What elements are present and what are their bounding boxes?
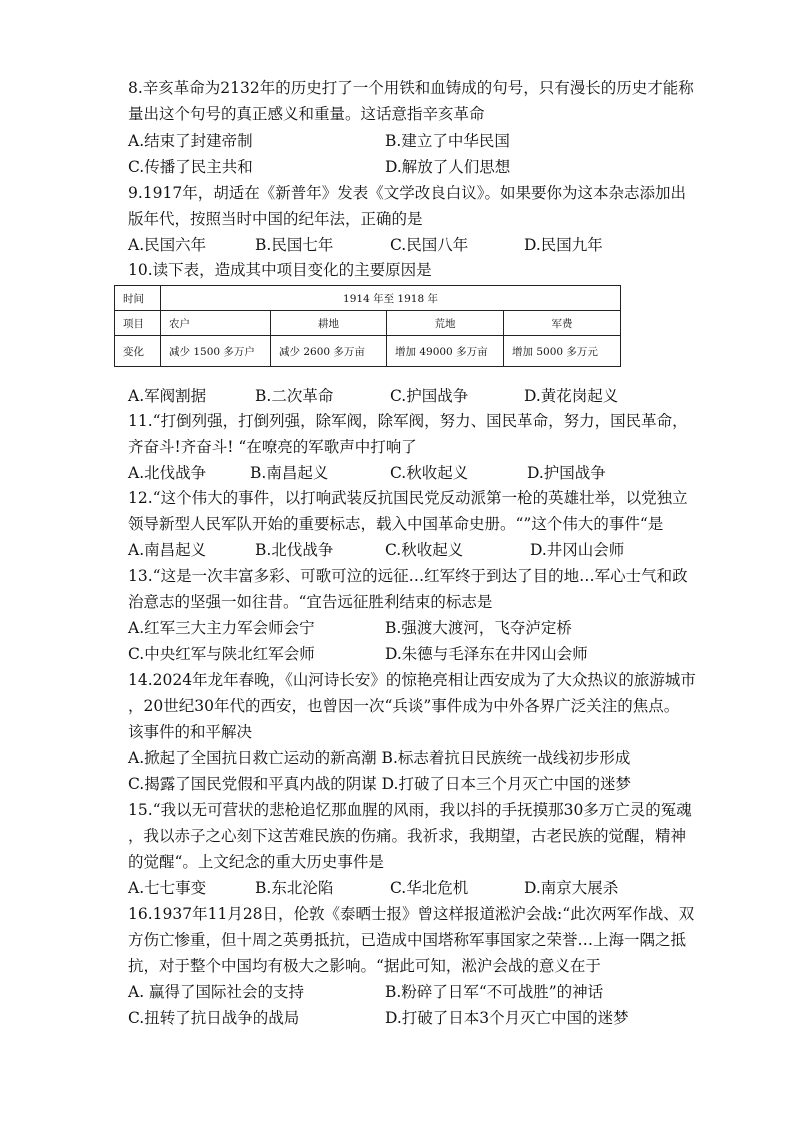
q11-stem-line-1: 11.“打倒列强，打倒列强，除军阀，除军阀，努力、国民革命，努力，国民革命， <box>128 412 688 430</box>
q12-stem-line-2: 领导新型人民军队开始的重要标志，载入中国革命史册。“”这个伟大的事件“是 <box>128 515 664 533</box>
q16-option-d: D.打破了日本3个月灭亡中国的迷梦 <box>385 1009 629 1027</box>
q11-option-c: C.秋收起义 <box>390 464 469 482</box>
q8-stem-line-1: 8.辛亥革命为2132年的历史打了一个用铁和血铸成的句号，只有漫长的历史才能称 <box>128 79 694 97</box>
table-item-farmland: 耕地 <box>271 311 387 336</box>
q13-option-b: B.强渡大渡河，飞夺泸定桥 <box>385 619 572 637</box>
table-change-wasteland: 增加 49000 多万亩 <box>387 336 504 367</box>
q13-option-a: A.红军三大主力军会师会宁 <box>128 619 315 637</box>
table-item-wasteland: 荒地 <box>387 311 504 336</box>
q15-option-c: C.华北危机 <box>390 879 469 897</box>
q14-stem-line-1: 14.2024年龙年春晚，《山河诗长安》的惊艳亮相让西安成为了大众热议的旅游城市 <box>128 671 696 689</box>
q10-option-a: A.军阀割据 <box>128 387 207 405</box>
q10-option-d: D.黄花岗起义 <box>524 387 619 405</box>
table-label-time: 时间 <box>115 286 161 311</box>
q14-stem-line-2: ，20世纪30年代的西安，也曾因一次“兵谈”事件成为中外各界广泛关注的焦点。 <box>128 697 680 715</box>
q9-stem-line-2: 版年代，按照当时中国的纪年法，正确的是 <box>128 210 423 228</box>
q13-option-c: C.中央红军与陕北红军会师 <box>128 645 315 663</box>
q8-option-c: C.传播了民主共和 <box>128 158 253 176</box>
q15-stem-line-3: 的觉醒“。上文纪念的重大历史事件是 <box>128 853 384 871</box>
q12-option-a: A.南昌起义 <box>128 541 207 559</box>
q15-option-a: A.七七事变 <box>128 879 207 897</box>
q10-option-c: C.护国战争 <box>390 387 469 405</box>
q9-option-d: D.民国九年 <box>524 236 603 254</box>
q15-option-d: D.南京大展杀 <box>524 879 619 897</box>
table-item-military-expense: 军费 <box>504 311 621 336</box>
q16-option-b: B.粉碎了日军“不可战胜”的神话 <box>385 983 604 1001</box>
q8-option-b: B.建立了中华民国 <box>385 132 510 150</box>
table-change-households: 减少 1500 多万户 <box>161 336 271 367</box>
q13-option-d: D.朱德与毛泽东在井冈山会师 <box>385 645 588 663</box>
table-label-item: 项目 <box>115 311 161 336</box>
q11-option-d: D.护国战争 <box>527 464 606 482</box>
q9-stem-line-1: 9.1917年，胡适在《新普年》发表《文学改良白议》。如果要你为这本杂志添加出 <box>128 184 686 202</box>
q16-stem-line-3: 抗，对于整个中国均有极大之影响。“据此可知，淞沪会战的意义在于 <box>128 957 601 975</box>
table-change-military-expense: 增加 5000 多万元 <box>504 336 621 367</box>
q12-stem-line-1: 12.“这个伟大的事件，以打响武装反抗国民党反动派第一枪的英雄壮举，以党独立 <box>128 489 688 507</box>
q14-option-row-1: A.掀起了全国抗日救亡运动的新高潮 B.标志着抗日民族统一战线初步形成 <box>128 749 631 767</box>
q15-stem-line-1: 15.“我以无可营状的悲枪追忆那血腥的风雨，我以抖的手抚摸那30多万亡灵的冤魂 <box>128 801 692 819</box>
q9-option-a: A.民国六年 <box>128 236 207 254</box>
q12-option-b: B.北伐战争 <box>255 541 334 559</box>
q16-stem-line-1: 16.1937年11月28日，伦敦《泰晒士报》曾这样报道淞沪会战:“此次两军作战、双 <box>128 905 695 923</box>
q8-option-d: D.解放了人们思想 <box>385 158 511 176</box>
q11-stem-line-2: 齐奋斗!齐奋斗! “在嘹亮的军歌声中打响了 <box>128 438 417 456</box>
q16-option-a: A. 赢得了国际社会的支持 <box>128 983 305 1001</box>
q10-stem: 10.读下表，造成其中项目变化的主要原因是 <box>128 261 432 279</box>
q15-option-b: B.东北沦陷 <box>255 879 334 897</box>
q8-option-a: A.结束了封建帝制 <box>128 132 253 150</box>
q16-option-c: C.扭转了抗日战争的战局 <box>128 1009 300 1027</box>
q16-stem-line-2: 方伤亡惨重，但十周之英勇抵抗，已造成中国塔称军事国家之荣誉…上海一隅之抵 <box>128 931 687 949</box>
table-label-change: 变化 <box>115 336 161 367</box>
table-time-value: 1914 年至 1918 年 <box>161 286 621 311</box>
q12-option-d: D.井冈山会师 <box>530 541 625 559</box>
q14-stem-line-3: 该事件的和平解决 <box>128 723 253 741</box>
q10-data-table <box>114 285 621 367</box>
q8-stem-line-2: 量出这个句号的真正感义和重量。这话意指辛亥革命 <box>128 105 485 123</box>
q13-stem-line-2: 治意志的坚强一如往昔。“宜告远征胜利结束的标志是 <box>128 593 493 611</box>
q9-option-b: B.民国七年 <box>255 236 334 254</box>
q9-option-c: C.民国八年 <box>390 236 469 254</box>
table-item-households: 农户 <box>161 311 271 336</box>
q12-option-c: C.秋收起义 <box>385 541 464 559</box>
q13-stem-line-1: 13.“这是一次丰富多彩、可歌可泣的远征…红军终于到达了目的地…军心士气和政 <box>128 567 688 585</box>
q15-stem-line-2: ，我以赤子之心刻下这苦难民族的伤痛。我祈求，我期望，古老民族的觉醒，精神 <box>128 827 687 845</box>
q10-option-b: B.二次革命 <box>255 387 334 405</box>
table-change-farmland: 减少 2600 多万亩 <box>271 336 387 367</box>
q11-option-b: B.南昌起义 <box>250 464 329 482</box>
q14-option-row-2: C.揭露了国民党假和平真内战的阴谋 D.打破了日本三个月灭亡中国的迷梦 <box>128 775 631 793</box>
q11-option-a: A.北伐战争 <box>128 464 207 482</box>
